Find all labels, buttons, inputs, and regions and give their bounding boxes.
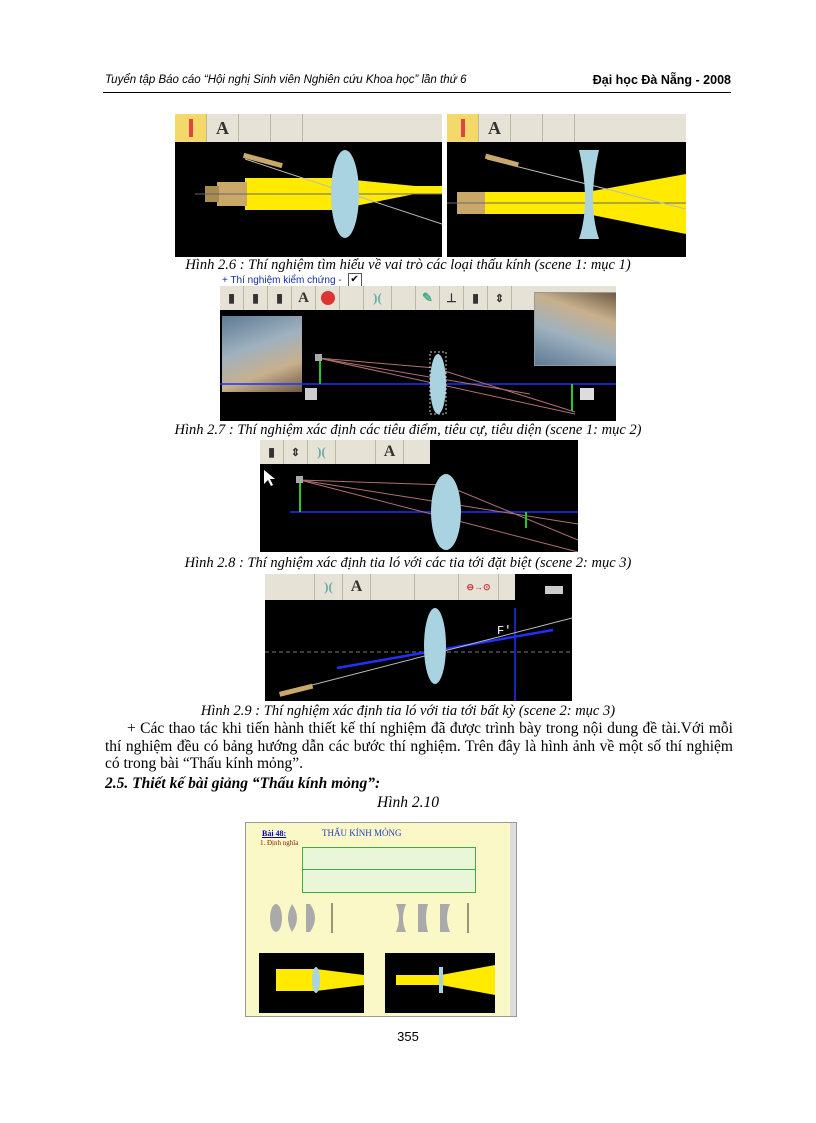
text-tool-button[interactable]: A [207, 114, 239, 142]
figure-2-10-lesson-shot [245, 822, 517, 1017]
text-tool-button[interactable]: A [479, 114, 511, 142]
diverging-lens-tool-button[interactable]: )( [308, 440, 336, 464]
header-university: Đại học Đà Nẵng - 2008 [592, 73, 731, 87]
header-journal-title: Tuyển tập Báo cáo “Hội nghị Sinh viên Nghiên cứu Khoa học” lần thứ 6 [105, 74, 467, 86]
body-paragraph: + Các thao tác khi tiến hành thiết kế thí nghiệm đã được trình bày trong nội dung đề tài.Với mỗi thí nghiệm đều có bảng hướng dẫn các bước thí nghiệm. Trên đây là hình ảnh về một số thí nghiệm có trong bài “Thấu kính mỏng”. [105, 720, 733, 772]
figure-2-7-caption: Hình 2.7 : Thí nghiệm xác định các tiêu điểm, tiêu cự, tiêu diện (scene 1: mục 2) [174, 422, 642, 438]
stepper-tool-button[interactable]: ⇕ [488, 286, 512, 310]
focus-label-f-prime: F' [497, 624, 512, 638]
optics-scene [265, 574, 572, 701]
experiment-toggle-label[interactable]: + Thí nghiệm kiểm chứng - [222, 274, 342, 286]
ruler-tool-button[interactable]: ⊥ [440, 286, 464, 310]
figure-2-6-diverging-lens-shot [447, 114, 686, 257]
optics-scene [260, 440, 578, 552]
dropdown-arrow-icon [305, 388, 317, 400]
figure-2-9-caption: Hình 2.9 : Thí nghiệm xác định tia ló với tia tới bất kỳ (scene 2: mục 3) [200, 703, 616, 719]
text-tool-button[interactable]: A [292, 286, 316, 310]
converging-lens [331, 150, 359, 238]
ray-tool-button[interactable]: ⊖→⊙ [459, 574, 499, 600]
pointer-rod [485, 154, 519, 168]
page-number: 355 [397, 1029, 419, 1044]
diverging-lens-tool-button[interactable]: )( [364, 286, 392, 310]
figure-2-6-caption: Hình 2.6 : Thí nghiệm tìm hiểu về vai trò các loại thấu kính (scene 1: mục 1) [185, 257, 631, 273]
figure-2-7-experiment-label [222, 273, 362, 287]
lesson-number: Bài 48: [262, 829, 287, 838]
converging-lens [431, 474, 461, 550]
checkbox-checked-icon[interactable]: ✔ [348, 273, 362, 287]
figure-2-8-special-rays-shot [260, 440, 578, 552]
section-heading: 2.5. Thiết kế bài giảng “Thấu kính mỏng”: [105, 775, 381, 792]
camera-tool-button[interactable]: ▮ [464, 286, 488, 310]
screen-tool-button[interactable]: ▮ [260, 440, 284, 464]
page-header [103, 72, 731, 93]
pointer-rod [279, 684, 313, 697]
figure-2-10-label: Hình 2.10 [377, 794, 439, 811]
text-tool-button[interactable]: A [343, 574, 371, 600]
lens-shapes-diagram [246, 823, 516, 1016]
lesson-title: THẤU KÍNH MỎNG [322, 828, 402, 838]
converging-lens [424, 608, 446, 684]
text-tool-button[interactable]: A [376, 440, 404, 464]
source-tool-button[interactable]: ▮ [244, 286, 268, 310]
figure-2-7-focus-experiment-shot [220, 286, 616, 421]
figure-2-9-arbitrary-ray-shot [265, 574, 572, 701]
converging-lens [430, 354, 446, 414]
cursor-arrow-icon [264, 470, 275, 486]
menu-icon [545, 586, 563, 594]
figure-2-6-converging-lens-shot [175, 114, 442, 257]
pencil-tool-button[interactable]: ✎ [416, 286, 440, 310]
screen-tool-button[interactable]: ▮ [220, 286, 244, 310]
diverging-lens-tool-button[interactable]: )( [315, 574, 343, 600]
lesson-subsection: 1. Định nghĩa [260, 839, 299, 847]
optics-scene [447, 114, 686, 257]
optics-scene [220, 286, 616, 421]
next-arrow-icon [580, 388, 594, 400]
figure-2-8-caption: Hình 2.8 : Thí nghiệm xác định tia ló với các tia tới đặt biệt (scene 2: mục 3) [184, 555, 632, 571]
source-tool-button[interactable]: ▮ [268, 286, 292, 310]
stepper-tool-button[interactable]: ⇕ [284, 440, 308, 464]
optics-scene [175, 114, 442, 257]
